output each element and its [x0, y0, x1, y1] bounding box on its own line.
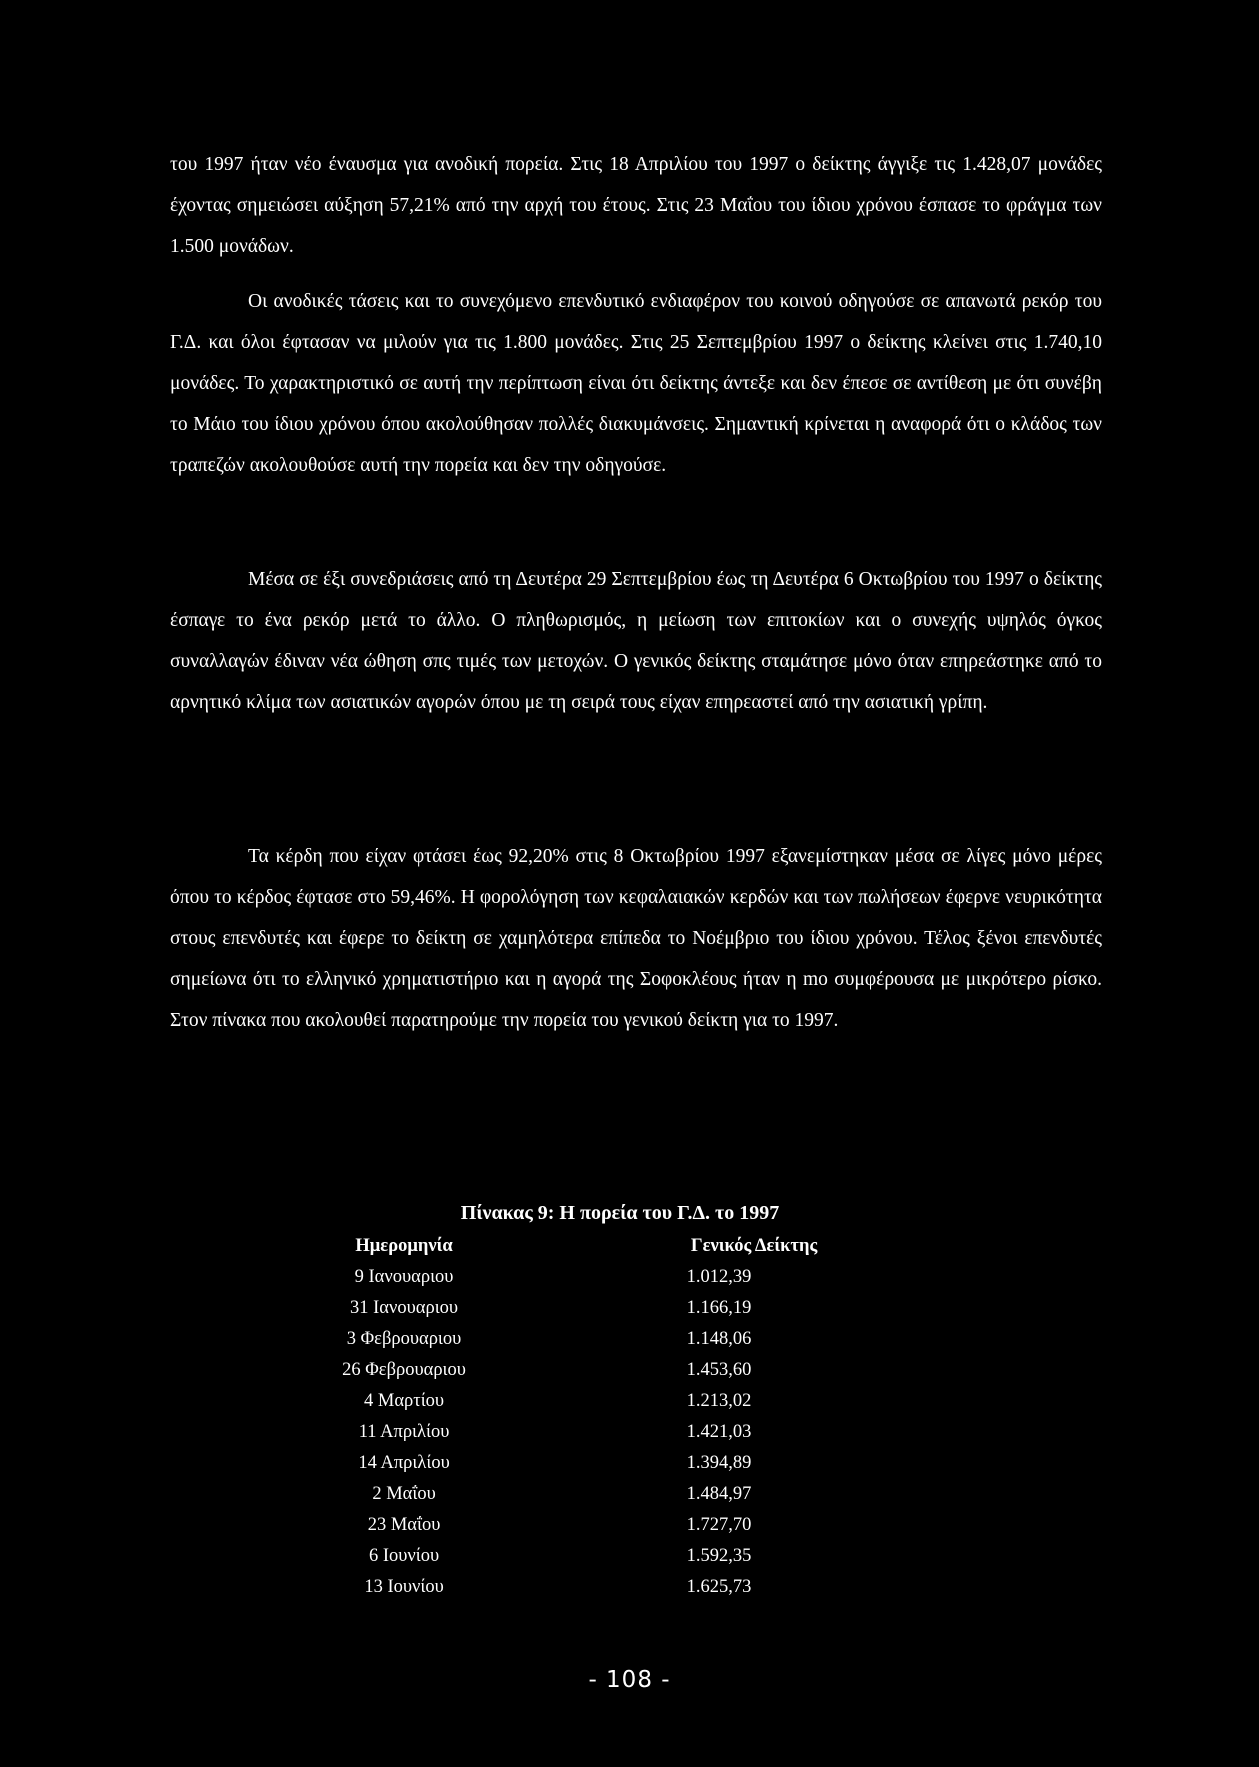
- table-row: [300, 1293, 900, 1324]
- row-index-value: 1.166,19: [686, 1298, 752, 1318]
- row-index-value: 1.421,03: [686, 1422, 752, 1442]
- table-row: [300, 1386, 900, 1417]
- row-date: 2 Μαΐου: [372, 1484, 436, 1504]
- paragraph-2-block: [170, 281, 1102, 486]
- paragraph-3: Μέσα σε έξι συνεδριάσεις από τη Δευτέρα 29 Σεπτεμβρίου έως τη Δευτέρα 6 Οκτωβρίου του 1997 ο δείκτης έσπαγε το ένα ρεκόρ μετά το άλλο. Ο πληθωρισμός, η μείωση των επιτοκίων και ο συνεχής υψηλός όγκος συναλλαγών έδιναν νέα ώθηση σπς τιμές των μετοχών. Ο γενικός δείκτης σταμάτησε μόνο όταν επηρεάστηκε από το αρνητικό κλίμα των ασιατικών αγορών όπου με τη σειρά τους είχαν επηρεαστεί από την ασιατική γρίπη.: [170, 569, 1102, 713]
- table-row: [300, 1262, 900, 1293]
- table-row: [300, 1479, 900, 1510]
- table-title: Πίνακας 9: Η πορεία του Γ.Δ. το 1997: [460, 1202, 780, 1224]
- index-table: [300, 1231, 900, 1603]
- row-index-value: 1.592,35: [686, 1546, 752, 1566]
- paragraph-4-block: [170, 836, 1102, 1041]
- row-index-value: 1.625,73: [686, 1577, 752, 1597]
- row-date: 14 Απριλίου: [358, 1453, 450, 1473]
- table-header-row: [300, 1231, 900, 1262]
- row-date: 13 Ιουνίου: [364, 1577, 444, 1597]
- row-date: 11 Απριλίου: [358, 1422, 450, 1442]
- row-date: 9 Ιανουαριου: [354, 1267, 454, 1287]
- row-date: 26 Φεβρουαριου: [342, 1360, 466, 1380]
- header-index: Γενικός Δείκτης: [690, 1236, 818, 1256]
- table-row: [300, 1355, 900, 1386]
- table-row: [300, 1541, 900, 1572]
- row-date: 3 Φεβρουαριου: [346, 1329, 462, 1349]
- row-date: 31 Ιανουαριου: [350, 1298, 459, 1318]
- row-index-value: 1.453,60: [686, 1360, 752, 1380]
- table-row: [300, 1324, 900, 1355]
- table-row: [300, 1572, 900, 1603]
- row-index-value: 1.213,02: [686, 1391, 752, 1411]
- table-row: [300, 1510, 900, 1541]
- row-date: 23 Μαΐου: [367, 1515, 441, 1535]
- table-row: [300, 1448, 900, 1479]
- row-index-value: 1.727,70: [686, 1515, 752, 1535]
- page-number: - 108 -: [588, 1667, 671, 1693]
- table-row: [300, 1417, 900, 1448]
- paragraph-4: Τα κέρδη που είχαν φτάσει έως 92,20% στις 8 Οκτωβρίου 1997 εξανεμίστηκαν μέσα σε λίγες μόνο μέρες όπου το κέρδος έφτασε στο 59,46%. Η φορολόγηση των κεφαλαιακών κερδών και των πωλήσεων έφερνε νευρικότητα στους επενδυτές και έφερε το δείκτη σε χαμηλότερα επίπεδα το Νοέμβριο του ίδιου χρόνου. Τέλος ξένοι επενδυτές σημείωνα ότι το ελληνικό χρηματιστήριο και η αγορά της Σοφοκλέους ήταν η mo συμφέρουσα με μικρότερο ρίσκο. Στον πίνακα που ακολουθεί παρατηρούμε την πορεία του γενικού δείκτη για το 1997.: [170, 846, 1102, 1031]
- paragraph-2: Οι ανοδικές τάσεις και το συνεχόμενο επενδυτικό ενδιαφέρον του κοινού οδηγούσε σε απανωτά ρεκόρ του Γ.Δ. και όλοι έφτασαν να μιλούν για τις 1.800 μονάδες. Στις 25 Σεπτεμβρίου 1997 ο δείκτης κλείνει στις 1.740,10 μονάδες. Το χαρακτηριστικό σε αυτή την περίπτωση είναι ότι δείκτης άντεξε και δεν έπεσε σε αντίθεση με ότι συνέβη το Μάιο του ίδιου χρόνου όπου ακολούθησαν πολλές διακυμάνσεις. Σημαντική κρίνεται η αναφορά ότι ο κλάδος των τραπεζών ακολουθούσε αυτή την πορεία και δεν την οδηγούσε.: [170, 291, 1102, 476]
- row-index-value: 1.484,97: [686, 1484, 752, 1504]
- header-date: Ημερομηνία: [355, 1236, 453, 1256]
- row-date: 6 Ιουνίου: [368, 1546, 440, 1566]
- row-date: 4 Μαρτίου: [364, 1391, 445, 1411]
- paragraph-1: του 1997 ήταν νέο έναυσμα για ανοδική πορεία. Στις 18 Απριλίου του 1997 ο δείκτης άγγιξε τις 1.428,07 μονάδες έχοντας σημειώσει αύξηση 57,21% από την αρχή του έτους. Στις 23 Μαΐου του ίδιου χρόνου έσπασε το φράγμα των 1.500 μονάδων.: [170, 154, 1102, 257]
- row-index-value: 1.012,39: [686, 1267, 752, 1287]
- row-index-value: 1.394,89: [686, 1453, 752, 1473]
- row-index-value: 1.148,06: [686, 1329, 752, 1349]
- index-table-section: [300, 1202, 900, 1603]
- paragraph-3-block: [170, 559, 1102, 723]
- paragraph-1-block: [170, 144, 1102, 267]
